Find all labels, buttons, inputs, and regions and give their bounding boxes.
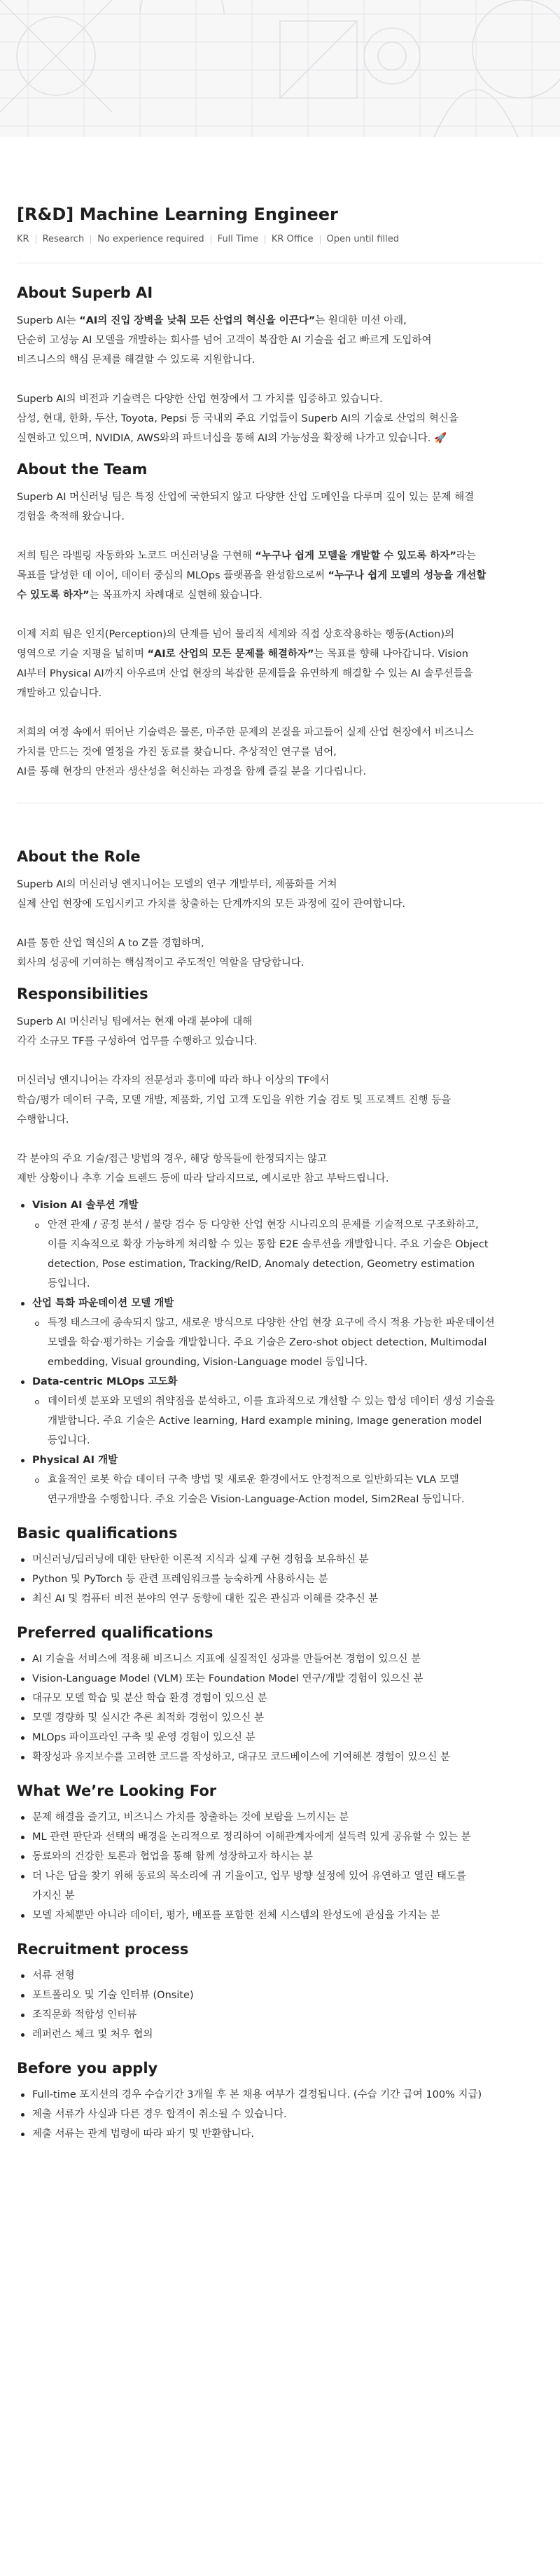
list-item: 서류 전형 — [17, 1966, 543, 1986]
tag-team: Research — [42, 234, 85, 244]
paragraph: Superb AI는 “AI의 진입 장벽을 낮춰 모든 산업의 혁신을 이끈다”는 원대한 미션 아래, — [17, 315, 407, 326]
section-heading: Preferred qualifications — [17, 1624, 214, 1641]
list-item: MLOps 파이프라인 구축 및 운영 경험이 있으신 분 — [17, 1728, 543, 1747]
paragraph: Superb AI 머신러닝 팀에서는 현재 아래 분야에 대해 — [17, 1016, 253, 1027]
paragraph: 저희 팀은 라벨링 자동화와 노코드 머신러닝을 구현해 “누구나 쉽게 모델을 개발할 수 있도록 하자”라는 — [17, 550, 476, 562]
list-item: ML 관련 판단과 선택의 배경을 논리적으로 정리하여 이해관계자에게 설득력 있게 공유할 수 있는 분 — [17, 1827, 543, 1847]
job-header — [0, 205, 560, 263]
list-item: 특정 태스크에 종속되지 않고, 새로운 방식으로 다양한 산업 현장 요구에 즉시 적용 가능한 파운데이션 모델을 학습·평가하는 기술을 개발합니다. 주요 기술은 Zero-shot object detection, Multimodal embedding, Visual grounding, Vision-Language model 등입니다. — [17, 1313, 543, 1372]
paragraph: 머신러닝 엔지니어는 각자의 전문성과 흥미에 따라 하나 이상의 TF에서 — [17, 1075, 330, 1086]
process-list — [17, 1966, 543, 2044]
paragraph: 개발하고 있습니다. — [17, 688, 102, 699]
paragraph: AI를 통한 산업 혁신의 A to Z를 경험하며, — [17, 938, 204, 949]
section-looking-for — [17, 1782, 543, 1925]
paragraph: 가치를 만드는 것에 열정을 가진 동료를 찾습니다. 추상적인 연구를 넘어, — [17, 747, 337, 758]
section-heading: What We’re Looking For — [17, 1782, 217, 1799]
section-heading: Responsibilities — [17, 985, 148, 1002]
section-before-apply — [17, 2060, 543, 2144]
paragraph: Superb AI의 비전과 기술력은 다양한 산업 현장에서 그 가치를 입증하고 있습니다. — [17, 394, 383, 405]
paragraph: 제반 상황이나 추후 기술 트렌드 등에 따라 달라지므로, 예시로만 참고 부탁드립니다. — [17, 1173, 389, 1184]
tf-sublist — [17, 1392, 543, 1450]
job-tags — [17, 234, 543, 244]
list-item: Physical AI 개발 — [17, 1450, 543, 1470]
section-heading: About the Team — [17, 461, 148, 478]
list-item: 산업 특화 파운데이션 모델 개발 — [17, 1294, 543, 1313]
list-item: Full-time 포지션의 경우 수습기간 3개월 후 본 채용 여부가 결정됩니다. (수습 기간 급여 100% 지급) — [17, 2085, 543, 2105]
paragraph: Superb AI 머신러닝 팀은 특정 산업에 국한되지 않고 다양한 산업 도메인을 다루며 깊이 있는 문제 해결 — [17, 492, 475, 503]
tag-deadline: Open until filled — [326, 234, 399, 244]
section-heading: Before you apply — [17, 2060, 158, 2077]
looking-list — [17, 1808, 543, 1925]
section-heading: Recruitment process — [17, 1941, 189, 1958]
list-item: 제출 서류는 관계 법령에 따라 파기 및 반환합니다. — [17, 2124, 543, 2144]
tag-separator — [320, 235, 321, 244]
list-item: 모델 경량화 및 실시간 추론 최적화 경험이 있으신 분 — [17, 1708, 543, 1728]
page-title: [R&D] Machine Learning Engineer — [17, 205, 338, 224]
list-item: AI 기술을 서비스에 적용해 비즈니스 지표에 실질적인 성과를 만들어본 경험이 있으신 분 — [17, 1649, 543, 1669]
paragraph: 실현하고 있으며, NVIDIA, AWS와의 파트너십을 통해 AI의 가능성을 확장해 나가고 있습니다. 🚀 — [17, 433, 447, 444]
basic-list — [17, 1550, 543, 1609]
tag-separator — [90, 235, 91, 244]
tf-sublist — [17, 1215, 543, 1294]
paragraph: 삼성, 현대, 한화, 두산, Toyota, Pepsi 등 국내외 주요 기업들이 Superb AI의 기술로 산업의 혁신을 — [17, 413, 458, 424]
paragraph: 비즈니스의 핵심 문제를 해결할 수 있도록 지원합니다. — [17, 354, 255, 366]
list-item: 포트폴리오 및 기술 인터뷰 (Onsite) — [17, 1986, 543, 2005]
tag-country: KR — [17, 234, 29, 244]
paragraph: 단순히 고성능 AI 모델을 개발하는 회사를 넘어 고객이 복잡한 AI 기술을 쉽고 빠르게 도입하여 — [17, 335, 432, 346]
list-item: 문제 해결을 즐기고, 비즈니스 가치를 창출하는 것에 보람을 느끼시는 분 — [17, 1808, 543, 1827]
list-item: 모델 자체뿐만 아니라 데이터, 평가, 배포를 포함한 전체 시스템의 완성도에 관심을 가지는 분 — [17, 1906, 543, 1925]
tf-sublist — [17, 1313, 543, 1372]
section-basic-qualifications — [17, 1525, 543, 1609]
paragraph: 저희의 여정 속에서 뛰어난 기술력은 물론, 마주한 문제의 본질을 파고들어 실제 산업 현장에서 비즈니스 — [17, 727, 474, 738]
section-recruitment-process — [17, 1941, 543, 2044]
section-heading: About Superb AI — [17, 284, 153, 301]
paragraph: AI를 통해 현장의 안전과 생산성을 혁신하는 과정을 함께 즐길 분을 기다립니다. — [17, 766, 367, 777]
paragraph: 경험을 축적해 왔습니다. — [17, 511, 125, 522]
section-heading: About the Role — [17, 848, 141, 865]
list-item: 레퍼런스 체크 및 처우 협의 — [17, 2025, 543, 2044]
paragraph: 영역으로 기술 지평을 넓히며 “AI로 산업의 모든 문제를 해결하자”는 목표를 향해 나아갑니다. Vision — [17, 649, 468, 660]
tf-list — [17, 1372, 543, 1392]
paragraph: 실제 산업 현장에 도입시키고 가치를 창출하는 단계까지의 모든 과정에 깊이 관여합니다. — [17, 899, 405, 910]
tf-list — [17, 1450, 543, 1470]
paragraph: Superb AI의 머신러닝 엔지니어는 모델의 연구 개발부터, 제품화를 거쳐 — [17, 879, 337, 890]
list-item: 데이터셋 분포와 모델의 취약점을 분석하고, 이를 효과적으로 개선할 수 있는 합성 데이터 생성 기술을 개발합니다. 주요 기술은 Active learning, Hard example mining, Image generation model 등입니다. — [17, 1392, 543, 1450]
paragraph: 이제 저희 팀은 인지(Perception)의 단계를 넘어 물리적 세계와 직접 상호작용하는 행동(Action)의 — [17, 629, 455, 640]
before-list — [17, 2085, 543, 2144]
paragraph: 회사의 성공에 기여하는 핵심적이고 주도적인 역할을 담당합니다. — [17, 957, 304, 969]
list-item: 확장성과 유지보수를 고려한 코드를 작성하고, 대규모 코드베이스에 기여해본 경험이 있으신 분 — [17, 1747, 543, 1767]
paragraph: 수행합니다. — [17, 1114, 69, 1126]
tf-sublist — [17, 1470, 543, 1509]
list-item: Vision AI 솔루션 개발 — [17, 1196, 543, 1215]
list-item: 동료와의 건강한 토론과 협업을 통해 함께 성장하고자 하시는 분 — [17, 1847, 543, 1867]
tag-office: KR Office — [271, 234, 314, 244]
section-heading: Basic qualifications — [17, 1525, 178, 1542]
job-description — [0, 284, 560, 2144]
section-about-team — [17, 461, 543, 782]
list-item: 대규모 모델 학습 및 분산 학습 환경 경험이 있으신 분 — [17, 1689, 543, 1708]
list-item: 제출 서류가 사실과 다른 경우 합격이 취소될 수 있습니다. — [17, 2105, 543, 2124]
section-about-company — [17, 284, 543, 448]
list-item: Data-centric MLOps 고도화 — [17, 1372, 543, 1392]
section-preferred-qualifications — [17, 1624, 543, 1767]
tf-list — [17, 1294, 543, 1313]
paragraph: 각 분야의 주요 기술/접근 방법의 경우, 해당 항목들에 한정되지는 않고 — [17, 1154, 328, 1165]
list-item: Python 및 PyTorch 등 관련 프레임워크를 능숙하게 사용하시는 분 — [17, 1570, 543, 1589]
tag-experience: No experience required — [97, 234, 204, 244]
paragraph: AI부터 Physical AI까지 아우르며 산업 현장의 복잡한 문제들을 유연하게 해결할 수 있는 AI 솔루션들을 — [17, 668, 473, 679]
list-item: Vision-Language Model (VLM) 또는 Foundation Model 연구/개발 경험이 있으신 분 — [17, 1669, 543, 1689]
paragraph: 목표를 달성한 데 이어, 데이터 중심의 MLOps 플랫폼을 완성함으로써 “누구나 쉽게 모델의 성능을 개선할 — [17, 570, 486, 581]
list-item: 최신 AI 및 컴퓨터 비전 분야의 연구 동향에 대한 깊은 관심과 이해를 갖추신 분 — [17, 1589, 543, 1609]
paragraph: 수 있도록 하자”는 목표까지 차례대로 실현해 왔습니다. — [17, 590, 262, 601]
paragraph: 각각 소규모 TF를 구성하여 업무를 수행하고 있습니다. — [17, 1036, 258, 1047]
list-item: 안전 관제 / 공정 분석 / 불량 검수 등 다양한 산업 현장 시나리오의 문제를 기술적으로 구조화하고, 이를 지속적으로 확장 가능하게 처리할 수 있는 통합 E2E 솔루션을 개발합니다. 주요 기술은 Object detection, Pose estimation, Tracking/ReID, Anomaly detection, Geometry estimation 등입니다. — [17, 1215, 543, 1294]
section-about-role — [17, 848, 543, 973]
paragraph: 학습/평가 데이터 구축, 모델 개발, 제품화, 기업 고객 도입을 위한 기술 검토 및 프로젝트 진행 등을 — [17, 1095, 451, 1106]
list-item: 조직문화 적합성 인터뷰 — [17, 2005, 543, 2025]
preferred-list — [17, 1649, 543, 1767]
tag-employment-type: Full Time — [217, 234, 258, 244]
list-item: 효율적인 로봇 학습 데이터 구축 방법 및 새로운 환경에서도 안정적으로 일반화되는 VLA 모델 연구개발을 수행합니다. 주요 기술은 Vision-Language-Action model, Sim2Real 등입니다. — [17, 1470, 543, 1509]
tf-list — [17, 1196, 543, 1215]
hero-banner — [0, 0, 560, 137]
section-responsibilities — [17, 985, 543, 1509]
list-item: 머신러닝/딥러닝에 대한 탄탄한 이론적 지식과 실제 구현 경험을 보유하신 분 — [17, 1550, 543, 1570]
banner-pattern — [0, 0, 560, 137]
list-item: 더 나은 답을 찾기 위해 동료의 목소리에 귀 기울이고, 업무 방향 설정에 있어 유연하고 열린 태도를 가지신 분 — [17, 1867, 543, 1906]
